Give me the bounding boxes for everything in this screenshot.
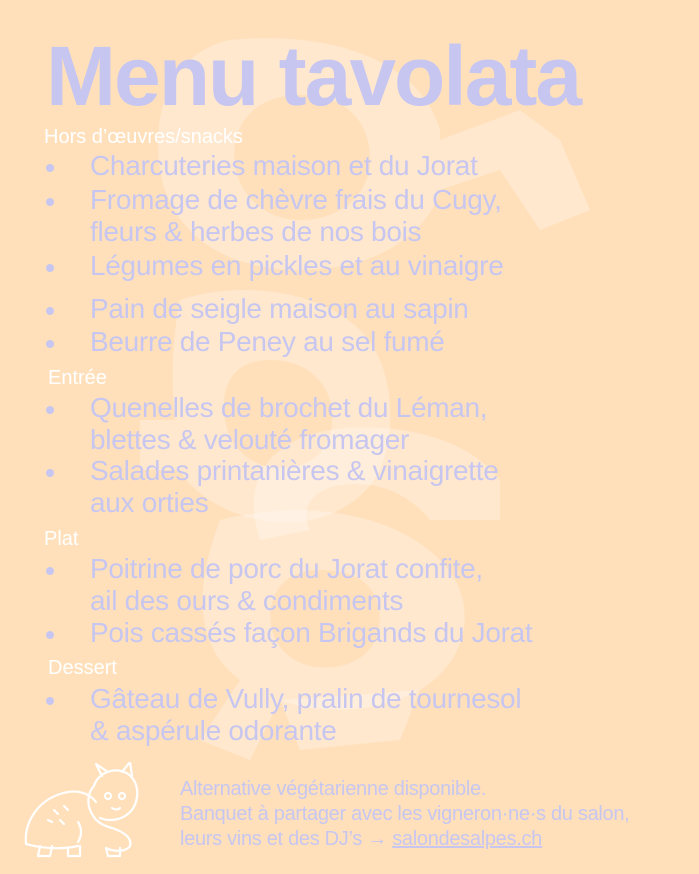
menu-item: Poitrine de porc du Jorat confite, <box>90 553 483 584</box>
footer-vegetarian-note: Alternative végétarienne disponible. <box>180 778 487 800</box>
menu-item-continued: fleurs & herbes de nos bois <box>90 216 422 247</box>
menu-item: Pain de seigle maison au sapin <box>90 293 469 324</box>
menu-item: Pois cassés façon Brigands du Jorat <box>90 617 533 648</box>
section-label-hors-doeuvres: Hors d’œuvres/snacks <box>44 126 243 148</box>
website-link[interactable]: salondesalpes.ch <box>392 828 542 850</box>
menu-item: Quenelles de brochet du Léman, <box>90 392 488 423</box>
bullet <box>46 198 54 206</box>
menu-item: Légumes en pickles et au vinaigre <box>90 250 504 281</box>
menu-title: Menu tavolata <box>46 29 581 123</box>
bullet <box>46 307 54 315</box>
triceratops-icon <box>20 762 142 858</box>
bullet <box>46 164 54 172</box>
footer-wines-line <box>180 826 542 852</box>
menu-item: Salades printanières & vinaigrette <box>90 455 499 486</box>
bullet <box>46 697 54 705</box>
footer-banquet-note: Banquet à partager avec les vigneron·ne·s du salon, <box>180 803 630 825</box>
menu-item-continued: & aspérule odorante <box>90 715 337 746</box>
section-label-plat: Plat <box>44 528 79 550</box>
footer-wines-text: leurs vins et des DJ’s → <box>180 828 393 850</box>
section-label-entree: Entrée <box>48 367 107 389</box>
bullet <box>46 264 54 272</box>
menu-item: Fromage de chèvre frais du Cugy, <box>90 184 502 215</box>
menu-item: Charcuteries maison et du Jorat <box>90 150 478 181</box>
bullet <box>46 406 54 414</box>
bullet <box>46 567 54 575</box>
bullet <box>46 469 54 477</box>
section-label-dessert: Dessert <box>48 657 117 679</box>
menu-item: Beurre de Peney au sel fumé <box>90 326 445 357</box>
menu-item: Gâteau de Vully, pralin de tournesol <box>90 683 522 714</box>
menu-item-continued: ail des ours & condiments <box>90 585 404 616</box>
bullet <box>46 340 54 348</box>
bullet <box>46 631 54 639</box>
menu-item-continued: blettes & velouté fromager <box>90 424 410 455</box>
menu-item-continued: aux orties <box>90 487 209 518</box>
